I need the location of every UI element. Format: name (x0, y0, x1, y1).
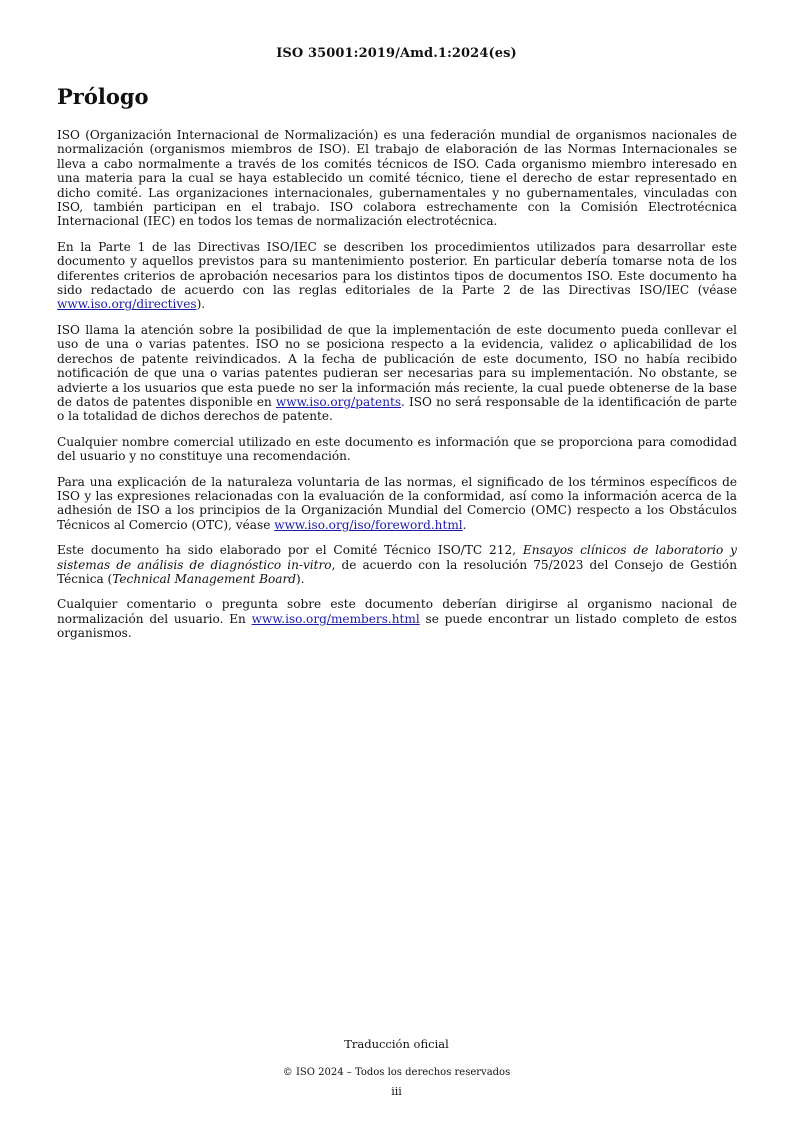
paragraph-text: . ISO no será responsable de la identificación de parte o la totalidad de dichos derechos de patente. (57, 394, 737, 424)
paragraph-feedback (57, 597, 737, 640)
foreword-body (57, 128, 737, 652)
committee-name: Ensayos clínicos de laboratorio y sistemas de análisis de diagnóstico in-vitro (57, 543, 737, 572)
paragraph-text: ). (196, 297, 206, 312)
copyright-notice: © ISO 2024 – Todos los derechos reservados (282, 1067, 511, 1078)
paragraph-directives (57, 240, 737, 312)
page-number: iii (391, 1085, 402, 1098)
patents-link[interactable]: www.iso.org/patents (275, 394, 402, 409)
paragraph-committee (57, 543, 737, 586)
paragraph-text: ISO (Organización Internacional de Normalización) es una federación mundial de organismos nacionales de normalización (organismos miembros de ISO). El trabajo de elaboración de las Normas Internacionales se lleva a cabo normalmente a través de los comités técnicos de ISO. Cada organismo miembro interesado en una materia para la cual se haya establecido un comité técnico, tiene el derecho de estar representado en dicho comité. Las organizaciones internacionales, gubernamentales y no gubernamentales, vinculadas con ISO, también participan en el trabajo. ISO colabora estrechamente con la Comisión Electrotécnica Internacional (IEC) en todos los temas de normalización electrotécnica. (57, 128, 737, 229)
paragraph-voluntary-nature (57, 475, 737, 533)
directives-link[interactable]: www.iso.org/directives (57, 297, 197, 312)
board-name: Technical Management Board (112, 571, 296, 586)
paragraph-patents (57, 323, 737, 424)
page-title: Prólogo (57, 84, 149, 109)
paragraph-text: Cualquier comentario o pregunta sobre este documento deberían dirigirse al organismo nacional de normalización del usuario. En (57, 597, 737, 626)
foreword-link[interactable]: www.iso.org/iso/foreword.html (274, 517, 463, 532)
paragraph-text: se puede encontrar un listado completo de estos organismos. (57, 611, 737, 641)
paragraph-text: Para una explicación de la naturaleza voluntaria de las normas, el significado de los términos específicos de ISO y las expresiones relacionadas con la evaluación de la conformidad, así como la información acerca de la adhesión de ISO a los principios de la Organización Mundial del Comercio (OMC) respecto a los Obstáculos Técnicos al Comercio (OTC), véase (57, 474, 737, 532)
members-link[interactable]: www.iso.org/members.html (251, 611, 420, 626)
paragraph-iso-intro (57, 128, 737, 229)
paragraph-text: . (462, 517, 467, 532)
document-header: ISO 35001:2019/Amd.1:2024(es) (276, 46, 517, 61)
paragraph-text: ). (295, 571, 305, 586)
paragraph-text: ISO llama la atención sobre la posibilidad de que la implementación de este documento pueda conllevar el uso de una o varias patentes. ISO no se posiciona respecto a la evidencia, validez o aplicabilidad de los derechos de patente reivindicados. A la fecha de publicación de este documento, ISO no había recibido notificación de que una o varias patentes pudieran ser necesarias para su implementación. No obstante, se advierte a los usuarios que esta puede no ser la información más reciente, la cual puede obtenerse de la base de datos de patentes disponible en (57, 322, 737, 409)
paragraph-text: Este documento ha sido elaborado por el Comité Técnico ISO/TC 212, (57, 543, 523, 558)
paragraph-text: , de acuerdo con la resolución 75/2023 del Consejo de Gestión Técnica ( (57, 557, 737, 586)
paragraph-text: Cualquier nombre comercial utilizado en este documento es información que se proporciona para comodidad del usuario y no constituye una recomendación. (57, 434, 737, 464)
paragraph-text: En la Parte 1 de las Directivas ISO/IEC se describen los procedimientos utilizados para desarrollar este documento y aquellos previstos para su mantenimiento posterior. En particular debería tomarse nota de los diferentes criterios de aprobación necesarios para los distintos tipos de documentos ISO. Este documento ha sido redactado de acuerdo con las reglas editoriales de la Parte 2 de las Directivas ISO/IEC (véase (57, 239, 737, 298)
official-translation-note: Traducción oficial (344, 1037, 449, 1051)
paragraph-trade-names (57, 435, 737, 464)
